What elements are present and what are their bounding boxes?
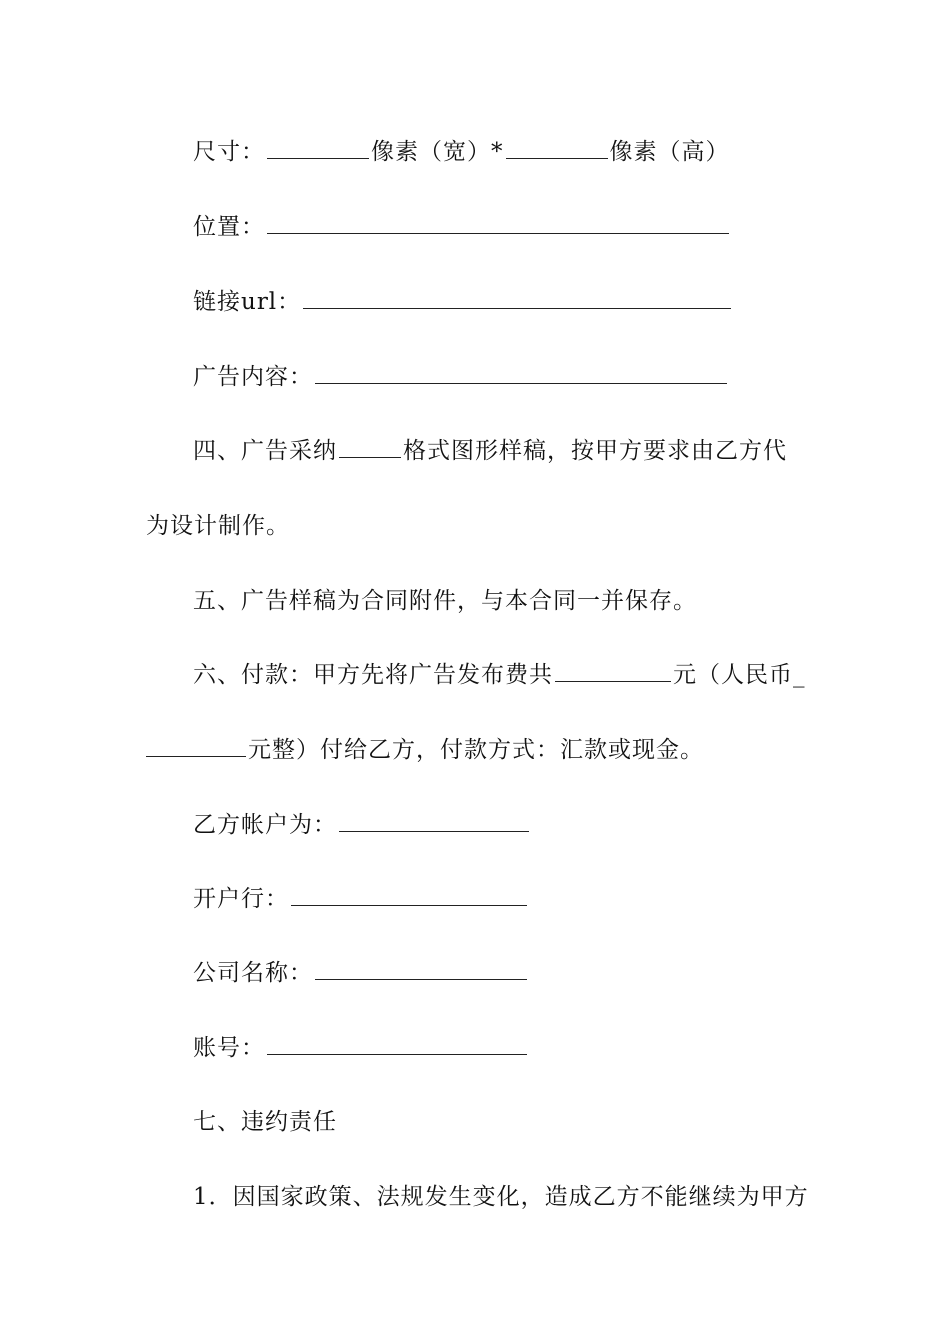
- bank-blank: [291, 885, 527, 906]
- link-label: 链接url：: [193, 289, 302, 315]
- clause6-continuation: [146, 735, 704, 765]
- clause6-middle: 元（人民币_: [673, 662, 806, 688]
- content-blank: [315, 363, 727, 384]
- clause6-line: [193, 660, 806, 690]
- bank-line: [193, 884, 529, 914]
- clause6-suffix: 元整）付给乙方，付款方式：汇款或现金。: [248, 737, 704, 763]
- position-line: [193, 212, 731, 242]
- link-blank: [303, 288, 731, 309]
- link-line: [193, 287, 733, 317]
- company-line: [193, 958, 529, 988]
- clause6-prefix: 六、付款：甲方先将广告发布费共: [193, 662, 553, 688]
- account-holder-label: 乙方帐户为：: [193, 812, 337, 838]
- account-holder-line: [193, 810, 531, 840]
- content-label: 广告内容：: [193, 364, 313, 390]
- size-label: 尺寸：: [193, 139, 265, 165]
- position-label: 位置：: [193, 214, 265, 240]
- clause4-continuation: 为设计制作。: [146, 513, 290, 539]
- height-unit: 像素（高）: [609, 139, 730, 165]
- height-blank: [506, 138, 608, 159]
- size-line: [193, 137, 730, 167]
- width-blank: [267, 138, 369, 159]
- account-number-blank: [267, 1034, 527, 1055]
- account-number-label: 账号：: [193, 1035, 265, 1061]
- bank-label: 开户行：: [193, 886, 289, 912]
- clause4-prefix: 四、广告采纳: [193, 438, 337, 464]
- content-line: [193, 362, 729, 392]
- width-unit: 像素（宽）*: [371, 139, 504, 165]
- fee-blank: [555, 661, 671, 682]
- clause5-line: 五、广告样稿为合同附件，与本合同一并保存。: [193, 588, 697, 614]
- clause4-line: [193, 436, 787, 466]
- rmb-blank: [146, 736, 246, 757]
- account-number-line: [193, 1033, 529, 1063]
- position-blank: [267, 213, 729, 234]
- clause7-title: 七、违约责任: [193, 1109, 337, 1135]
- company-blank: [315, 959, 527, 980]
- clause7-1-line: 1．因国家政策、法规发生变化，造成乙方不能继续为甲方: [193, 1184, 809, 1210]
- format-blank: [339, 437, 401, 458]
- company-label: 公司名称：: [193, 960, 313, 986]
- clause4-suffix: 格式图形样稿，按甲方要求由乙方代: [403, 438, 787, 464]
- account-holder-blank: [339, 811, 529, 832]
